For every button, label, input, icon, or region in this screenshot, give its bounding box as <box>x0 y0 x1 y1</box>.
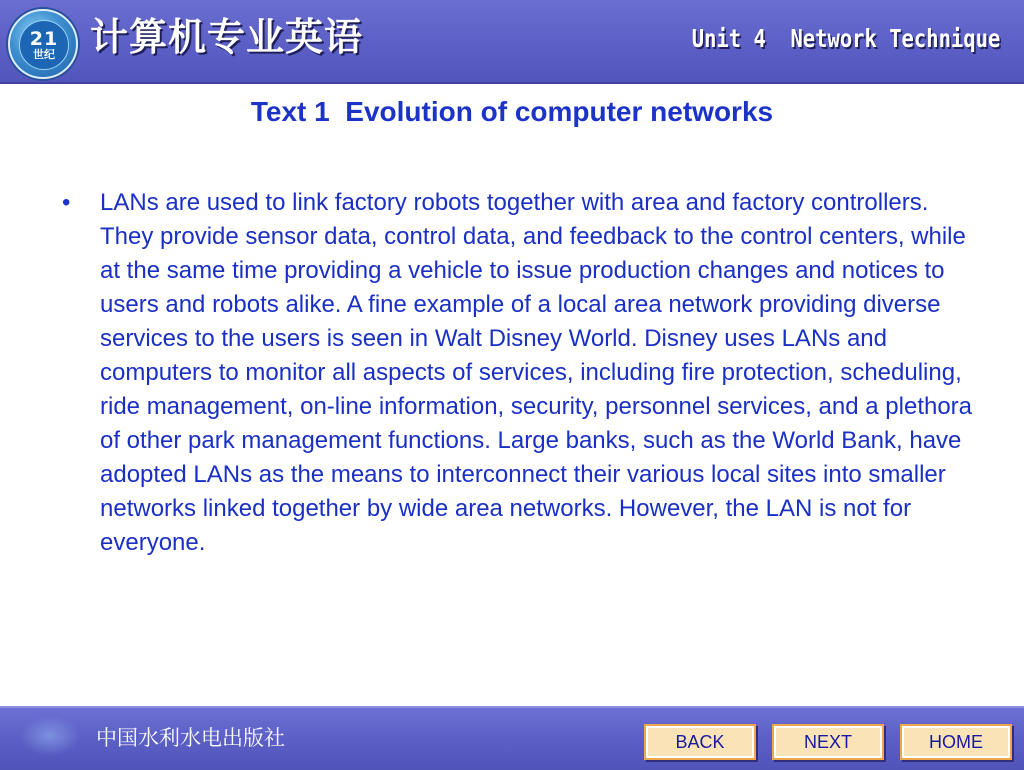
bullet-text: LANs are used to link factory robots together with area and factory controllers. They provide sensor data, control data, and feedback to the control centers, while at the same time providing a vehicle to issue production changes and notices to users and robots alike. A fine example of a local area network providing diverse services to the users is seen in Walt Disney World. Disney uses LANs and computers to monitor all aspects of services, including fire protection, scheduling, ride management, on-line information, security, personnel services, and a plethora of other park management functions. Large banks, such as the World Bank, have adopted LANs as the means to interconnect their various local sites into smaller networks linked together by wide area networks. However, the LAN is not for everyone. <box>100 189 973 556</box>
publisher-name: 中国水利水电出版社 <box>96 726 285 750</box>
bullet-marker: • <box>62 189 71 216</box>
logo-number: 21 <box>29 27 59 50</box>
slide-footer <box>0 706 1024 770</box>
home-button[interactable]: HOME <box>900 724 1012 760</box>
next-button[interactable]: NEXT <box>772 724 884 760</box>
bullet-list <box>56 186 986 560</box>
logo-21st-century <box>8 9 78 79</box>
slide-title: Text 1 Evolution of computer networks <box>250 96 774 127</box>
book-title: 计算机专业英语 <box>90 15 364 59</box>
bullet-item <box>56 186 986 560</box>
logo-subtitle: 世纪 <box>33 47 55 61</box>
back-button[interactable]: BACK <box>644 724 756 760</box>
slide-header <box>0 0 1024 84</box>
unit-title: Unit 4 Network Technique <box>691 24 1000 53</box>
logo-badge <box>19 20 69 70</box>
footer-decoration <box>20 716 80 756</box>
